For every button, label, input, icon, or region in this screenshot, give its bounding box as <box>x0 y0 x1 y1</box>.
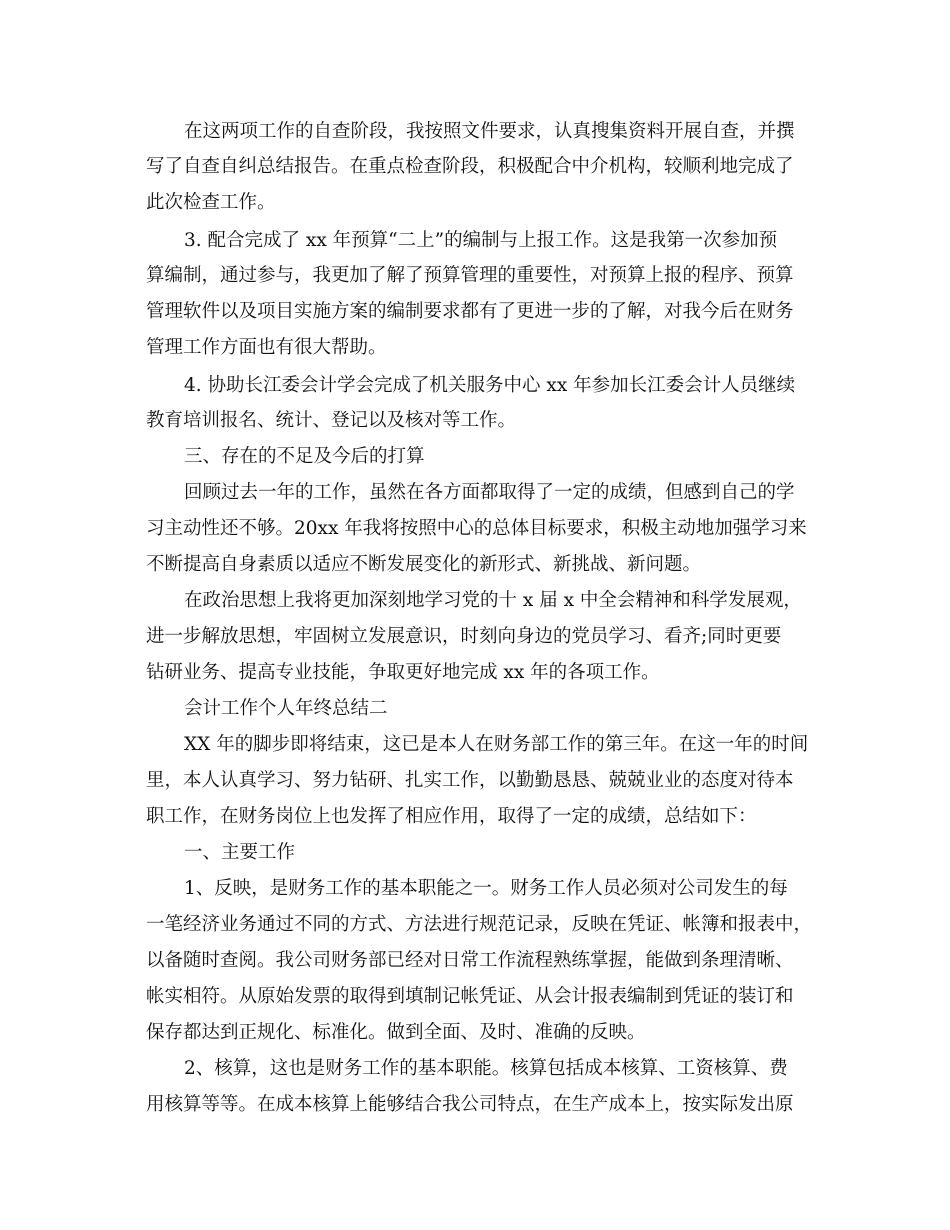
text-line: 帐实相符。从原始发票的取得到填制记帐凭证、从会计报表编制到凭证的装订和 <box>146 986 794 1007</box>
section-heading: 三、存在的不足及今后的打算 <box>184 446 425 467</box>
section-heading: 会计工作个人年终总结二 <box>184 698 388 719</box>
text-line: 4. 协助长江委会计学会完成了机关服务中心 xx 年参加长江委会计人员继续 <box>184 375 796 396</box>
text-line: 管理工作方面也有很大帮助。 <box>146 337 387 358</box>
text-line: 教育培训报名、统计、登记以及核对等工作。 <box>146 410 517 431</box>
text-line: 3. 配合完成了 xx 年预算“二上”的编制与上报工作。这是我第一次参加预 <box>184 230 778 251</box>
text-line: 2、核算，这也是财务工作的基本职能。核算包括成本核算、工资核算、费 <box>184 1058 788 1079</box>
text-line: 里，本人认真学习、努力钻研、扎实工作，以勤勤恳恳、兢兢业业的态度对待本 <box>146 770 794 791</box>
text-line: 回顾过去一年的工作，虽然在各方面都取得了一定的成绩，但感到自己的学 <box>184 482 795 503</box>
text-line: 写了自查自纠总结报告。在重点检查阶段，积极配合中介机构，较顺利地完成了 <box>146 156 794 177</box>
text-line: 钻研业务、提高专业技能，争取更好地完成 xx 年的各项工作。 <box>146 662 660 683</box>
text-line: XX 年的脚步即将结束，这已是本人在财务部工作的第三年。在这一年的时间 <box>184 734 809 755</box>
text-line: 职工作，在财务岗位上也发挥了相应作用，取得了一定的成绩，总结如下： <box>146 806 757 827</box>
text-line: 在这两项工作的自查阶段，我按照文件要求，认真搜集资料开展自查，并撰 <box>184 121 795 142</box>
text-line: 算编制，通过参与，我更加了解了预算管理的重要性，对预算上报的程序、预算 <box>146 265 794 286</box>
text-line: 习主动性还不够。20xx 年我将按照中心的总体目标要求，积极主动地加强学习来 <box>146 518 807 539</box>
text-line: 以备随时查阅。我公司财务部已经对日常工作流程熟练掌握，能做到条理清晰、 <box>146 950 794 971</box>
text-line: 保存都达到正规化、标准化。做到全面、及时、准确的反映。 <box>146 1022 646 1043</box>
text-line: 管理软件以及项目实施方案的编制要求都有了更进一步的了解，对我今后在财务 <box>146 301 794 322</box>
text-line: 用核算等等。在成本核算上能够结合我公司特点，在生产成本上，按实际发出原 <box>146 1094 794 1115</box>
text-line: 进一步解放思想，牢固树立发展意识，时刻向身边的党员学习、看齐;同时更要 <box>146 626 782 647</box>
text-line: 1、反映，是财务工作的基本职能之一。财务工作人员必须对公司发生的每 <box>184 878 788 899</box>
section-heading: 一、主要工作 <box>184 842 296 863</box>
text-line: 此次检查工作。 <box>146 192 276 213</box>
text-line: 不断提高自身素质以适应不断发展变化的新形式、新挑战、新问题。 <box>146 554 702 575</box>
text-line: 在政治思想上我将更加深刻地学习党的十 x 届 x 中全会精神和科学发展观， <box>184 590 802 611</box>
text-line: 一笔经济业务通过不同的方式、方法进行规范记录，反映在凭证、帐簿和报表中， <box>146 914 813 935</box>
